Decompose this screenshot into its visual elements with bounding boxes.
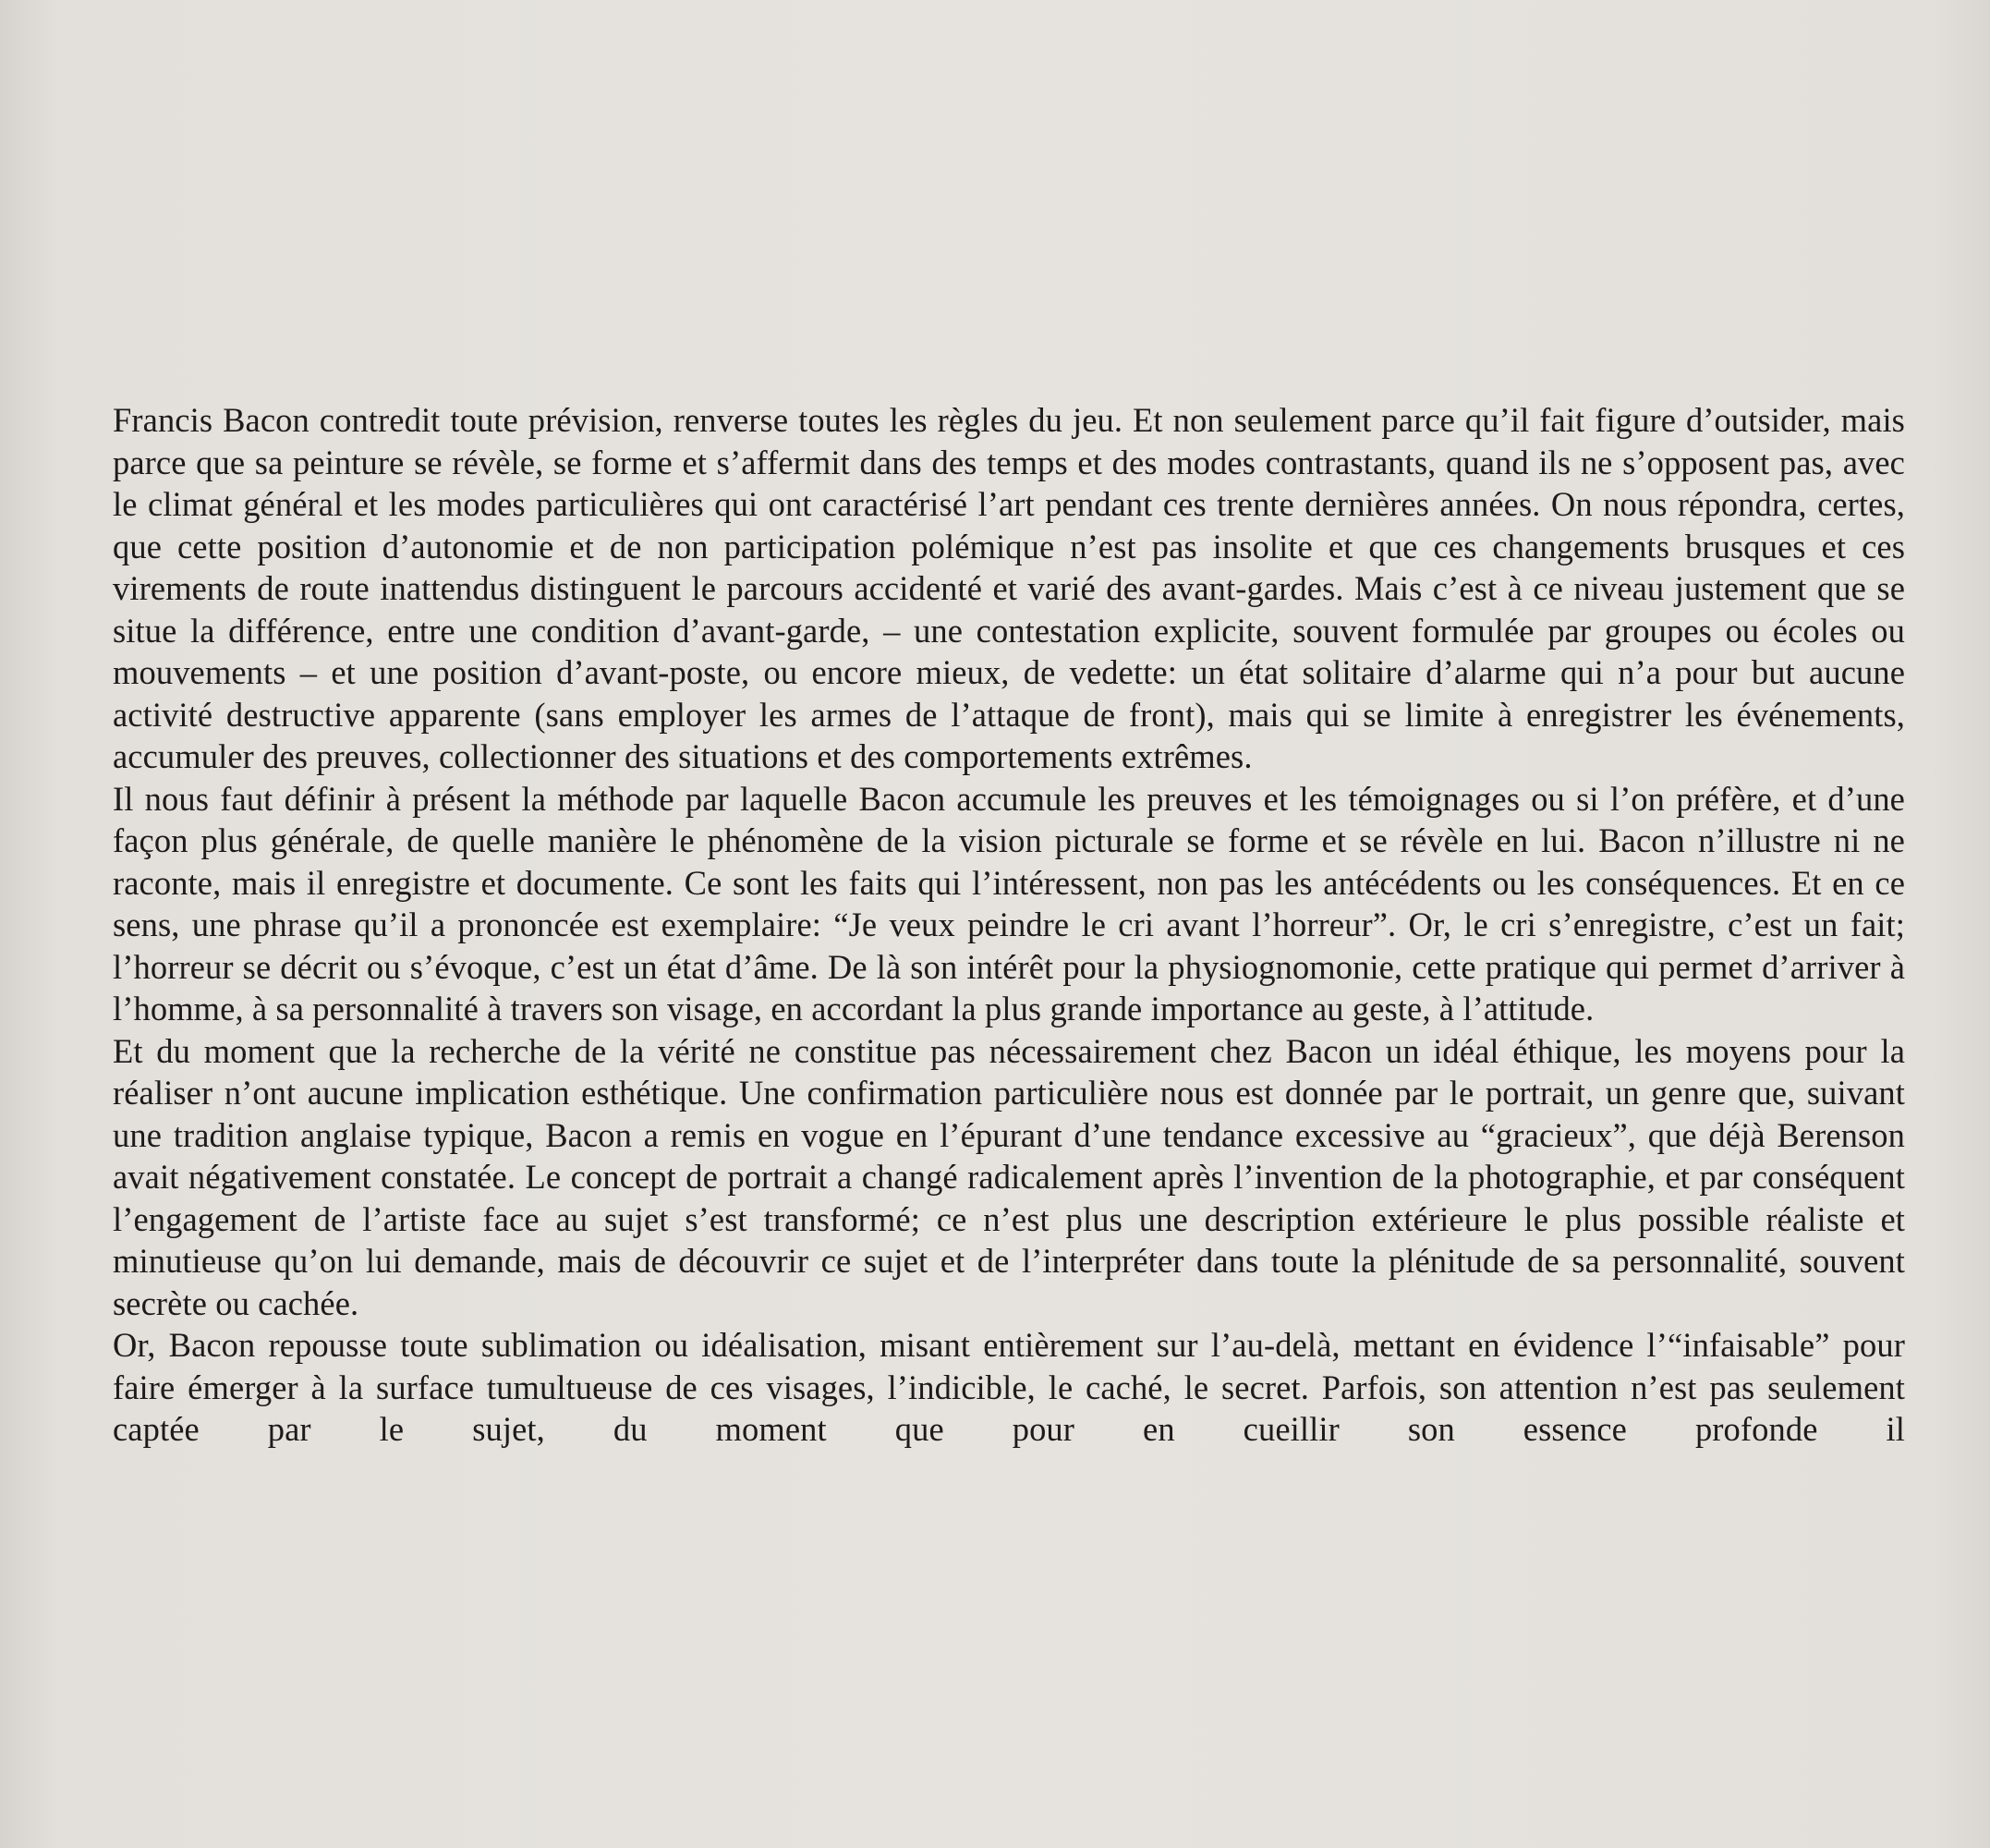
paragraph-1: Francis Bacon contredit toute prévision, renverse toutes les règles du jeu. Et non seulement parce qu’il fait figure d’outsider, mais parce que sa peinture se révèle, se forme et s’affermit dans des temps et des modes contrastants, quand ils ne s’opposent pas, avec le climat général et les modes particulières qui ont caractérisé l’art pendant ces trente dernières années. On nous répondra, certes, que cette position d’autonomie et de non participation polémique n’est pas insolite et que ces changements brusques et ces virements de route inattendus distinguent le parcours accidenté et varié des avant-gardes. Mais c’est à ce niveau justement que se situe la différence, entre une condition d’avant-garde, – une contestation explicite, souvent formulée par groupes ou écoles ou mouvements – et une position d’avant-poste, ou encore mieux, de vedette: un état solitaire d’alarme qui n’a pour but aucune activité destructive apparente (sans employer les armes de l’attaque de front), mais qui se limite à enregistrer les événements, accumuler des preuves, collectionner des situations et des comportements extrêmes.: [113, 401, 1905, 775]
paragraph-2: Il nous faut définir à présent la méthode par laquelle Bacon accumule les preuves et les témoignages ou si l’on préfère, et d’une façon plus générale, de quelle manière le phénomène de la vision picturale se forme et se révèle en lui. Bacon n’illustre ni ne raconte, mais il enregistre et documente. Ce sont les faits qui l’intéressent, non pas les antécédents ou les conséquences. Et en ce sens, une phrase qu’il a prononcée est exemplaire: “Je veux peindre le cri avant l’horreur”. Or, le cri s’enregistre, c’est un fait; l’horreur se décrit ou s’évoque, c’est un état d’âme. De là son intérêt pour la physiognomonie, cette pratique qui permet d’arriver à l’homme, à sa personnalité à travers son visage, en accordant la plus grande importance au geste, à l’attitude.: [113, 779, 1905, 1027]
paragraph-3: Et du moment que la recherche de la vérité ne constitue pas nécessairement chez Bacon un idéal éthique, les moyens pour la réaliser n’ont aucune implication esthétique. Une confirmation particulière nous est donnée par le portrait, un genre que, suivant une tradition anglaise typique, Bacon a remis en vogue en l’épurant d’une tendance excessive au “gracieux”, que déjà Berenson avait négativement constatée. Le concept de portrait a changé radicalement après l’invention de la photographie, et par conséquent l’engagement de l’artiste face au sujet s’est transformé; ce n’est plus une description extérieure le plus possible réaliste et minutieuse qu’on lui demande, mais de découvrir ce sujet et de l’interpréter dans toute la plénitude de sa personnalité, souvent secrète ou cachée.: [113, 1031, 1905, 1322]
body-text: [113, 399, 1905, 1451]
paragraph-4: Or, Bacon repousse toute sublimation ou idéalisation, misant entièrement sur l’au-delà, mettant en évidence l’“infaisable” pour faire émerger à la surface tumultueuse de ces visages, l’indicible, le caché, le secret. Parfois, son attention n’est pas seulement captée par le sujet, du moment que pour en cueillir son essence profonde il: [113, 1326, 1905, 1448]
